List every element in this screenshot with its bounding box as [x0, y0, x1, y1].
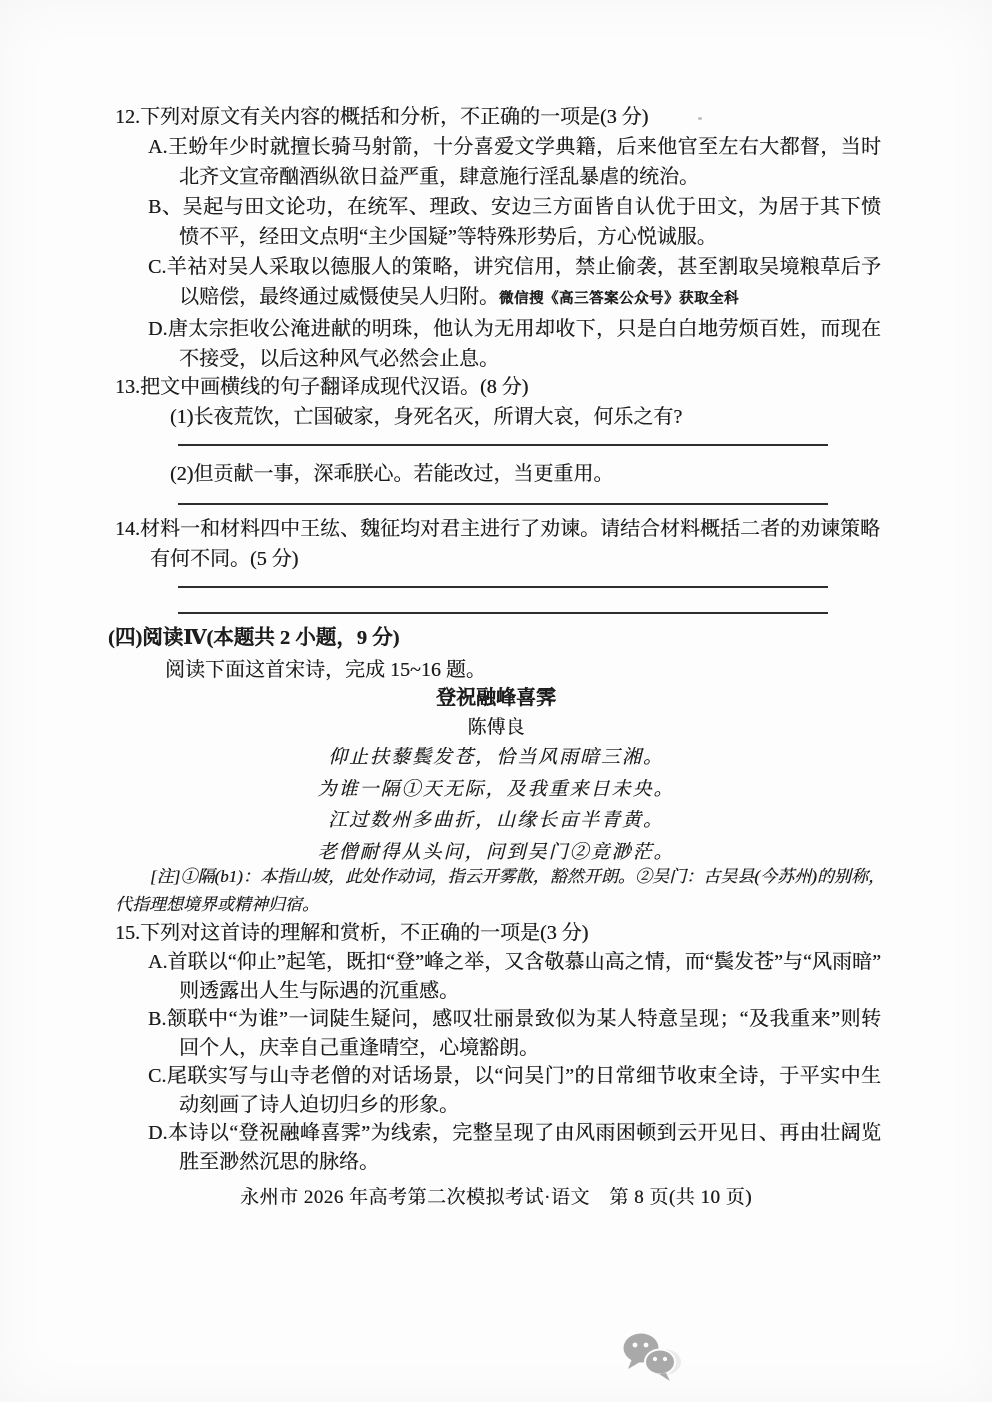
poem-line-3: 江过数州多曲折，山缘长亩半青黄。 — [327, 810, 664, 831]
question-12-stem: 12.下列对原文有关内容的概括和分析，不正确的一项是(3 分) — [115, 106, 649, 128]
wechat-icon — [616, 1328, 688, 1388]
question-12-option-c-text: C.羊祜对吴人采取以德服人的策略，讲究信用，禁止偷袭，甚至割取吴境粮草后予以赔偿，最终通过威慑使吴人归附。 — [148, 256, 881, 308]
watermark-text: 微信搜《高三答案公众号》获取全科 — [499, 291, 739, 307]
poem-body — [0, 742, 992, 868]
question-15-stem: 15.下列对这首诗的理解和赏析，不正确的一项是(3 分) — [115, 922, 589, 944]
question-15-option-a: A.首联以“仰止”起笔，既扣“登”峰之举，又含敬慕山高之情，而“鬓发苍”与“风雨暗”则透露出人生与际遇的沉重感。 — [148, 951, 881, 1002]
answer-line-1 — [178, 444, 828, 446]
question-15-option-b: B.颔联中“为谁”一词陡生疑问，感叹壮丽景致似为某人特意呈现；“及我重来”则转回个人，庆幸自己重逢晴空，心境豁朗。 — [148, 1008, 881, 1059]
question-13 — [115, 372, 881, 505]
question-12-option-d: D.唐太宗拒收公淹进献的明珠，他认为无用却收下，只是白白地劳烦百姓，而现在不接受，以后这种风气必然会止息。 — [148, 318, 881, 370]
question-12 — [115, 102, 881, 374]
answer-line-2 — [178, 503, 828, 505]
question-12-option-a: A.王蚡年少时就擅长骑马射箭，十分喜爱文学典籍，后来他官至左右大都督，当时北齐文宣帝酗酒纵欲日益严重，肆意施行淫乱暴虐的统治。 — [148, 136, 881, 188]
section-4-heading: (四)阅读Ⅳ(本题共 2 小题，9 分) — [108, 627, 400, 649]
answer-line-3 — [178, 586, 828, 588]
question-12-option-b: B、吴起与田文论功，在统军、理政、安边三方面皆自认优于田文，为居于其下愤愤不平，经田文点明“主少国疑”等特殊形势后，方心悦诚服。 — [148, 196, 881, 248]
question-15-option-c: C.尾联实写与山寺老僧的对话场景，以“问吴门”的日常细节收束全诗，于平实中生动刻画了诗人迫切归乡的形象。 — [148, 1065, 881, 1116]
answer-line-4 — [178, 612, 828, 614]
question-12-option-c — [148, 252, 881, 314]
question-15-option-d: D.本诗以“登祝融峰喜霁”为线索，完整呈现了由风雨困顿到云开见日、再由壮阔览胜至渺然沉思的脉络。 — [148, 1122, 881, 1173]
poem-note: [注]①隔(b1)：本指山坡，此处作动词，指云开雾散，豁然开朗。②吴门：古吴县(今苏州)的别称，代指理想境界或精神归宿。 — [115, 867, 885, 914]
poem-author: 陈傅良 — [467, 717, 525, 738]
poem-line-1: 仰止扶藜鬓发苍，恰当风雨暗三湘。 — [327, 747, 664, 768]
question-14-stem: 14.材料一和材料四中王纮、魏征均对君主进行了劝谏。请结合材料概括二者的劝谏策略有何不同。(5 分) — [115, 518, 880, 570]
reading-intro: 阅读下面这首宋诗，完成 15~16 题。 — [165, 659, 486, 681]
poem-line-4: 老僧耐得从头问，问到吴门②竟渺茫。 — [317, 841, 675, 863]
question-13-part-1: (1)长夜荒饮，亡国破家，身死名灭，所谓大哀，何乐之有? — [170, 406, 683, 428]
page-footer: 永州市 2026 年高考第二次模拟考试·语文 第 8 页(共 10 页) — [240, 1187, 752, 1208]
question-14 — [115, 514, 881, 574]
question-13-part-2: (2)但贡献一事，深乖朕心。若能改过，当更重用。 — [170, 463, 614, 485]
poem-title: 登祝融峰喜霁 — [436, 687, 556, 709]
question-15 — [115, 918, 881, 1176]
poem-line-2: 为谁一隔①天无际，及我重来日未央。 — [317, 778, 675, 800]
question-13-stem: 13.把文中画横线的句子翻译成现代汉语。(8 分) — [115, 376, 529, 398]
